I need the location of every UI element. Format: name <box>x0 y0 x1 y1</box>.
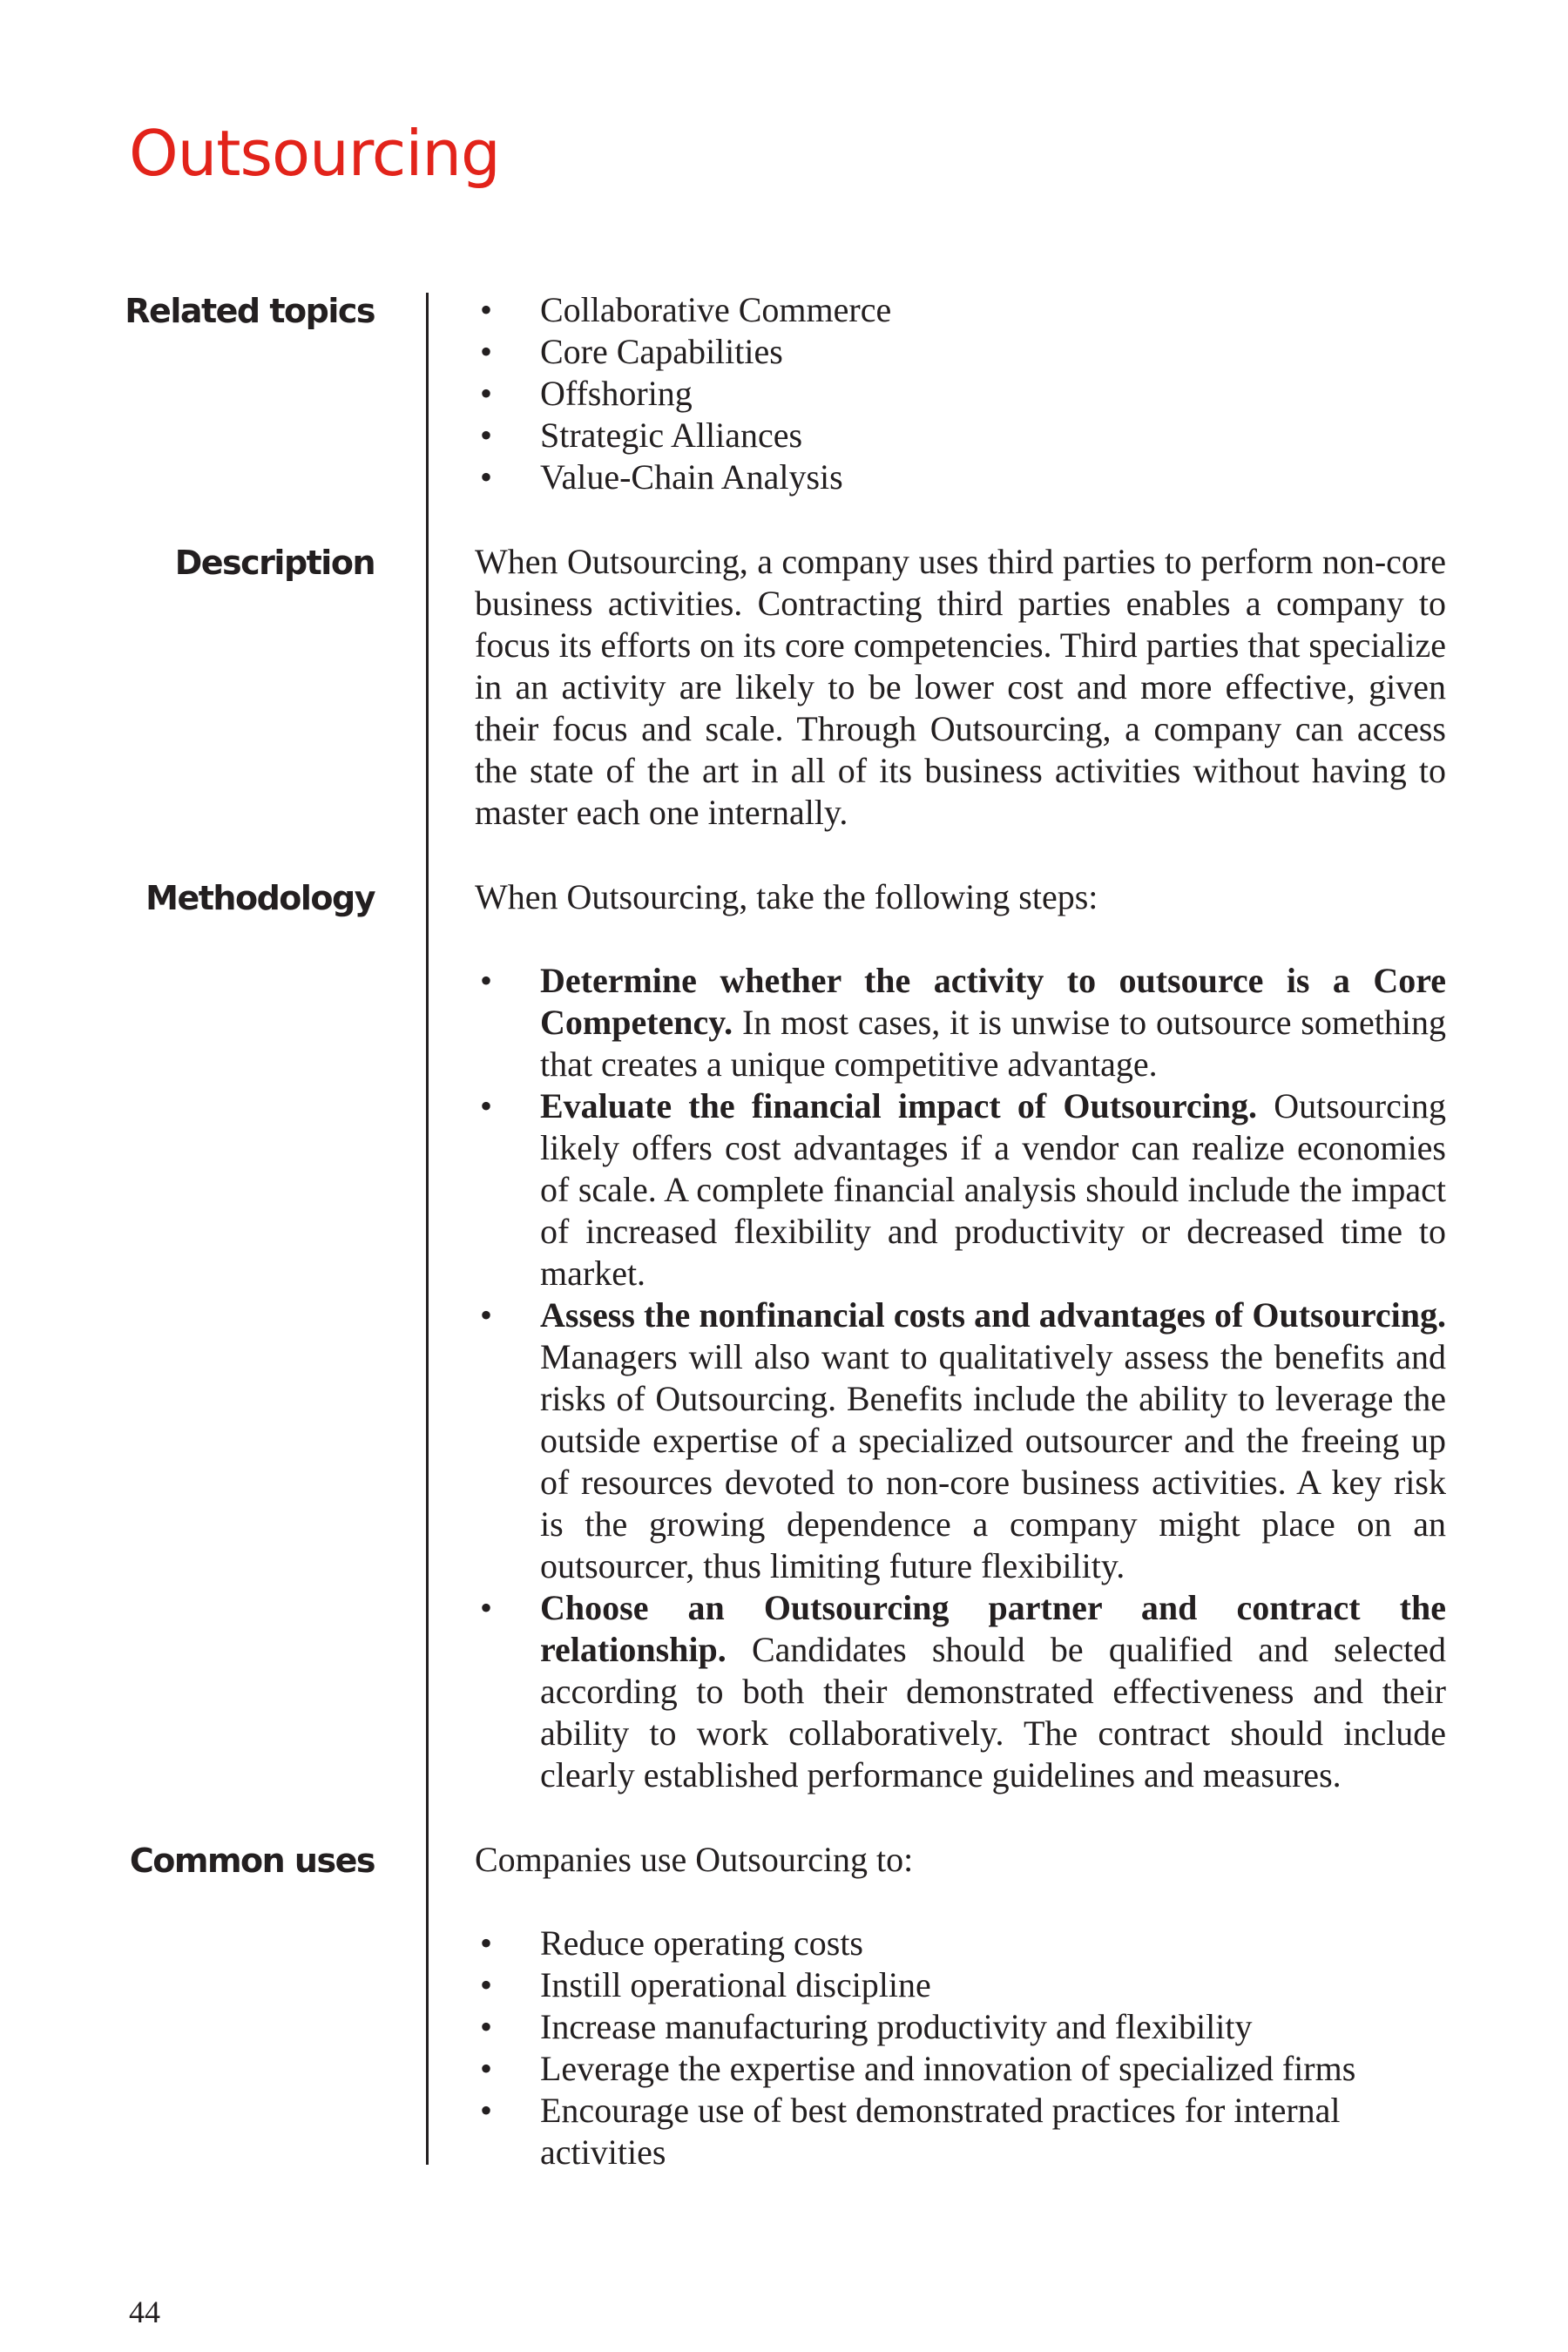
related-topic-text: Offshoring <box>540 374 693 413</box>
common-use-text: Reduce operating costs <box>540 1923 863 1963</box>
methodology-label: Methodology <box>145 879 375 917</box>
bullet-icon: • <box>479 1965 492 2004</box>
related-topic-text: Core Capabilities <box>540 332 783 371</box>
common-use-text: Increase manufacturing productivity and flexibility <box>540 2007 1253 2046</box>
bullet-icon: • <box>479 961 492 1000</box>
methodology-steps <box>475 960 1446 1796</box>
step-heading: Choose an Outsourcing partner and contract the relationship. <box>540 1588 1446 1669</box>
methodology-intro: When Outsourcing, take the following steps: <box>475 877 1098 916</box>
bullet-icon: • <box>479 2049 492 2088</box>
bullet-icon: • <box>479 1923 492 1963</box>
list-item <box>475 1923 1446 1964</box>
list-item <box>475 1964 1446 2006</box>
list-item <box>475 960 1446 1085</box>
page-title: Outsourcing <box>129 117 500 190</box>
step-heading: Evaluate the financial impact of Outsourcing. <box>540 1086 1258 1125</box>
bullet-icon: • <box>479 1588 492 1627</box>
bullet-icon: • <box>479 416 492 455</box>
related-topic-text: Collaborative Commerce <box>540 290 892 329</box>
list-item <box>475 1294 1446 1587</box>
bullet-icon: • <box>479 374 492 413</box>
step-text: Managers will also want to qualitatively assess the benefits and risks of Outsourcing. Benefits include the ability to leverage the outside expertise of a specialized outsourcer and the freeing up of resources devoted to non-core business activities. A key risk is the growing dependence a company might place on an outsourcer, thus limiting future flexibility. <box>540 1337 1446 1585</box>
methodology-section <box>475 876 1446 1796</box>
step-heading: Assess the nonfinancial costs and advantages of Outsourcing. <box>540 1295 1446 1335</box>
bullet-icon: • <box>479 290 492 329</box>
common-use-text: Leverage the expertise and innovation of specialized firms <box>540 2049 1356 2088</box>
related-topic-text: Strategic Alliances <box>540 416 803 455</box>
list-item <box>475 2006 1446 2048</box>
list-item <box>475 289 1446 331</box>
bullet-icon: • <box>479 1086 492 1125</box>
common-uses-list <box>475 1923 1446 2173</box>
bullet-icon: • <box>479 457 492 497</box>
description-section <box>475 541 1446 834</box>
step-text: Candidates should be qualified and selected according to both their demonstrated effectiveness and their ability to work collaboratively. The contract should include clearly established performance guidelines and measures. <box>540 1630 1446 1794</box>
common-uses-section <box>475 1839 1446 2173</box>
section-divider <box>426 293 429 2165</box>
bullet-icon: • <box>479 2007 492 2046</box>
bullet-icon: • <box>479 1295 492 1335</box>
list-item <box>475 456 1446 498</box>
related-topics-label: Related topics <box>125 292 375 330</box>
bullet-icon: • <box>479 332 492 371</box>
related-topics-list <box>475 289 1446 498</box>
description-label: Description <box>174 544 375 582</box>
list-item <box>475 373 1446 415</box>
bullet-icon: • <box>479 2091 492 2130</box>
list-item <box>475 2090 1446 2173</box>
list-item <box>475 1085 1446 1294</box>
description-text: When Outsourcing, a company uses third parties to perform non-core business activities. Contracting third parties enables a company to focus its efforts on its core competencies. Third parties that specialize in an activity are likely to be lower cost and more effective, given their focus and scale. Through Outsourcing, a company can access the state of the art in all of its business activities without having to master each one internally. <box>475 542 1446 832</box>
step-heading: Determine whether the activity to outsource is a Core Competency. <box>540 961 1446 1042</box>
related-topic-text: Value-Chain Analysis <box>540 457 843 497</box>
list-item <box>475 2048 1446 2090</box>
list-item <box>475 331 1446 373</box>
page-number: 44 <box>129 2295 160 2329</box>
list-item <box>475 415 1446 456</box>
common-use-text: Encourage use of best demonstrated practices for internal activities <box>540 2091 1341 2172</box>
step-text: In most cases, it is unwise to outsource something that creates a unique competitive advantage. <box>540 1003 1446 1084</box>
common-uses-label: Common uses <box>129 1842 375 1880</box>
common-use-text: Instill operational discipline <box>540 1965 931 2004</box>
step-text: Outsourcing likely offers cost advantages if a vendor can realize economies of scale. A complete financial analysis should include the impact of increased flexibility and productivity or decreased time to market. <box>540 1086 1446 1293</box>
related-topics-section <box>475 289 1446 498</box>
common-uses-intro: Companies use Outsourcing to: <box>475 1840 914 1879</box>
list-item <box>475 1587 1446 1796</box>
